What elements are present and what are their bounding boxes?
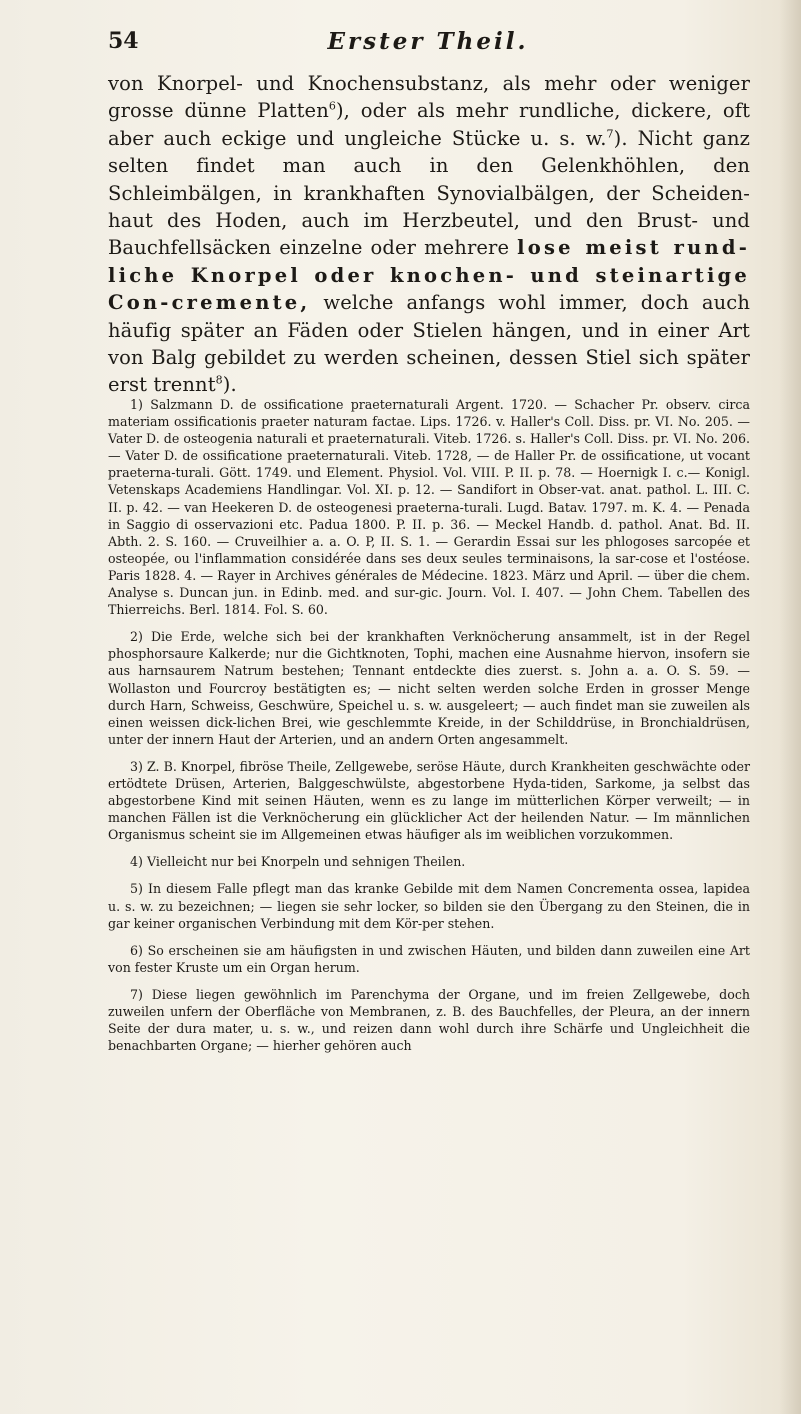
footnote-text: So erscheinen sie am häufigsten in und zwischen Häuten, und bilden dann zuweilen eine Art von fester Kruste um ein Organ herum. bbox=[108, 942, 750, 975]
footnote-number: 3) bbox=[130, 758, 143, 774]
footnote-text: Vielleicht nur bei Knorpeln und sehnigen Theilen. bbox=[146, 854, 466, 870]
footnote-text: Z. B. Knorpel, fibröse Theile, Zellgewebe, seröse Häute, durch Krankheiten geschwächte oder ertödtete Drüsen, Arterien, Balggeschwülste, abgestorbene Hyda-tiden, Sarkome, ja selbst das abgestorbene Kind mit seinen Häuten, wenn es zu lange im mütterlichen Körper verweilt; — in manchen Fällen ist die Verknöcherung ein glücklicher Act der heilenden Natur. — Im männlichen Organismus scheint sie im Allgemeinen etwas häufiger als im weiblichen vorzukommen. bbox=[108, 758, 750, 843]
footnote-number: 7) bbox=[130, 986, 143, 1002]
main-paragraph bbox=[108, 70, 750, 399]
footnote-ref-7: 7 bbox=[606, 127, 614, 141]
footnote-number: 4) bbox=[130, 854, 143, 870]
footnote-6 bbox=[108, 942, 750, 976]
emphasized-phrase: lose meist rund-liche Knorpel oder knochen- und steinartige Con-cremente, bbox=[108, 236, 750, 315]
footnote-text: Salzmann D. de ossificatione praeternaturali Argent. 1720. — Schacher Pr. observ. circa materiam ossificationis praeter naturam factae. Lips. 1726. v. Haller's Coll. Diss. pr. VI. No. 205. — Vater D. de osteogenia naturali et praeternaturali. Viteb. 1726. s. Haller's Coll. Diss. pr. VI. No. 206. — Vater D. de ossificatione praeternaturali. Viteb. 1728, — de Haller Pr. de ossificatione, ut vocant praeterna-turali. Gött. 1749. und Element. Physiol. Vol. VIII. P. II. p. 78. — Hoernigk I. c.— Konigl. Vetenskaps Academiens Handlingar. Vol. XI. p. 12. — Sandifort in Obser-vat. anat. pathol. L. III. C. II. p. 42. — van Heekeren D. de osteogenesi praeterna-turali. Lugd. Batav. 1797. m. K. 4. — Penada in Saggio di osservazioni etc. Padua 1800. P. II. p. 36. — Meckel Handb. d. pathol. Anat. Bd. II. Abth. 2. S. 160. — Cruveilhier a. a. O. P, II. S. 1. — Gerardin Essai sur les phlogoses sarcopée et osteopée, ou l'inflammation considérée dans ses deux seules terminaisons, la sar-cose et l'ostéose. Paris 1828. 4. — Rayer in Archives générales de Médecine. 1823. März und April. — über die chem. Analyse s. Duncan jun. in Edinb. med. and sur-gic. Journ. Vol. I. 407. — John Chem. Tabellen des Thierreichs. Berl. 1814. Fol. S. 60. bbox=[108, 397, 750, 618]
page-edge-shadow bbox=[779, 0, 801, 1414]
running-head: Erster Theil. bbox=[327, 28, 529, 55]
footnote-3 bbox=[108, 758, 750, 843]
footnote-number: 2) bbox=[130, 629, 143, 645]
footnote-text: Diese liegen gewöhnlich im Parenchyma der Organe, und im freien Zellgewebe, doch zuweilen unfern der Oberfläche von Membranen, z. B. des Bauchfelles, der Pleura, an der innern Seite der dura mater, u. s. w., und reizen dann wohl durch ihre Schärfe und Ungleichheit die benachbarten Organe; — hierher gehören auch bbox=[108, 986, 750, 1054]
main-text-part-4: welche anfangs wohl immer, doch auch häufig später an Fäden oder Stielen hängen, und in einer Art von Balg gebildet zu werden scheinen, dessen Stiel sich später erst trennt bbox=[108, 291, 750, 397]
footnote-number: 1) bbox=[130, 397, 143, 412]
footnotes bbox=[108, 396, 750, 1064]
footnote-5 bbox=[108, 880, 750, 931]
footnote-number: 6) bbox=[130, 942, 143, 958]
main-text-part-1: von Knorpel- und Knochensubstanz, als mehr oder weniger grosse dünne Platten bbox=[108, 72, 750, 123]
footnote-ref-8: 8 bbox=[215, 373, 223, 387]
main-text-part-3: ). Nicht ganz selten findet man auch in den Gelenkhöhlen, den Schleimbälgen, in krankhaften Synovialbälgen, der Scheiden-haut des Hoden, auch im Herzbeutel, und den Brust- und Bauchfellsäcken einzelne oder mehrere bbox=[108, 126, 750, 260]
footnote-4 bbox=[108, 853, 750, 870]
page-number: 54 bbox=[108, 28, 139, 54]
footnote-text: Die Erde, welche sich bei der krankhaften Verknöcherung ansammelt, ist in der Regel phosphorsaure Kalkerde; nur die Gichtknoten, Tophi, machen eine Ausnahme hiervon, insofern sie aus harnsaurem Natrum bestehen; Tennant entdeckte dies zuerst. s. John a. a. O. S. 59. — Wollaston und Fourcroy bestätigten es; — nicht selten werden solche Erden in grosser Menge durch Harn, Schweiss, Geschwüre, Speichel u. s. w. ausgeleert; — auch findet man sie zuweilen als einen weissen dick-lichen Brei, wie geschlemmte Kreide, in der Schilddrüse, in Bronchialdrüsen, unter der innern Haut der Arterien, und an andern Orten angesammelt. bbox=[108, 629, 750, 747]
footnote-ref-6: 6 bbox=[328, 99, 336, 113]
footnote-number: 5) bbox=[130, 881, 143, 897]
footnote-7 bbox=[108, 986, 750, 1054]
page-header bbox=[108, 28, 748, 68]
main-text-part-2: ), oder als mehr rundliche, dickere, oft aber auch eckige und ungleiche Stücke u. s. w. bbox=[108, 99, 751, 150]
footnote-text: In diesem Falle pflegt man das kranke Gebilde mit dem Namen Concrementa ossea, lapidea u. s. w. zu bezeichnen; — liegen sie sehr locker, so bilden sie den Übergang zu den Steinen, die in gar keiner organischen Verbindung mit dem Kör-per stehen. bbox=[108, 881, 750, 931]
main-text-end: ). bbox=[222, 373, 237, 397]
footnote-1 bbox=[108, 396, 750, 618]
footnote-2 bbox=[108, 628, 750, 748]
